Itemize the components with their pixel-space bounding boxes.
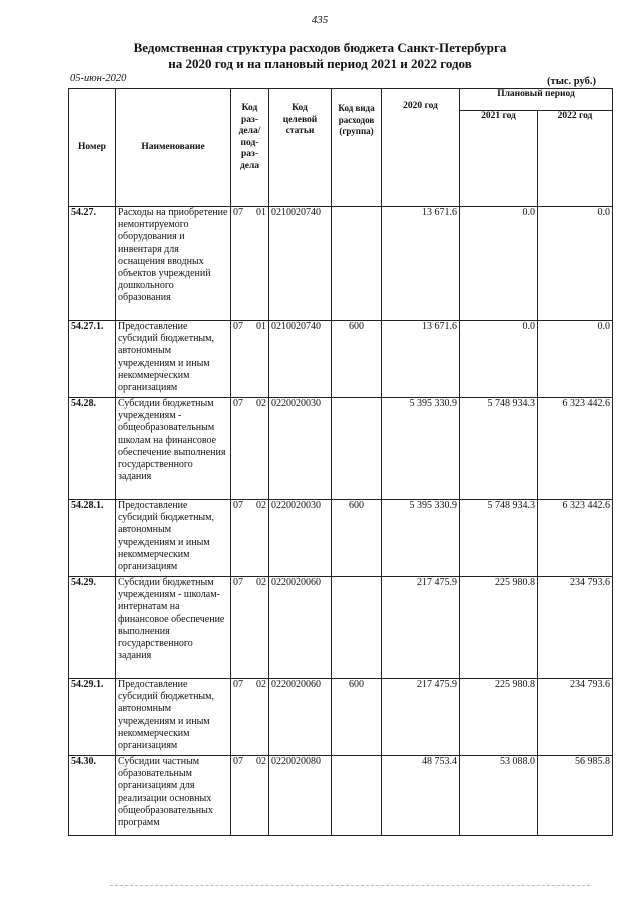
row-subrazdel-code: 01 — [256, 207, 266, 218]
row-2021: 5 748 934.3 — [460, 398, 538, 500]
table-row — [69, 207, 613, 321]
row-razdel — [231, 756, 269, 836]
header-csr — [269, 89, 332, 207]
row-razdel — [231, 321, 269, 398]
row-razdel — [231, 398, 269, 500]
row-2022: 0.0 — [538, 321, 613, 398]
row-2021: 0.0 — [460, 321, 538, 398]
table-row — [69, 500, 613, 577]
row-csr: 0220020080 — [269, 756, 332, 836]
row-name: Субсидии бюджетным учреждениям - общеобразовательным школам на финансовое обеспечение выполнения государственного задания — [116, 398, 231, 500]
row-vr: 600 — [332, 679, 382, 756]
row-razdel-code: 07 — [233, 679, 243, 690]
row-2020: 48 753.4 — [382, 756, 460, 836]
row-vr — [332, 207, 382, 321]
row-2020: 217 475.9 — [382, 679, 460, 756]
row-razdel-code: 07 — [233, 321, 243, 332]
header-razdel — [231, 89, 269, 207]
row-vr — [332, 398, 382, 500]
header-razdel-text: Код раз-дела/ под-раз-дела — [238, 103, 261, 171]
row-2022: 6 323 442.6 — [538, 398, 613, 500]
header-vr-text: Код вида расходов (группа) — [338, 103, 375, 136]
row-razdel-code: 07 — [233, 500, 243, 511]
header-name: Наименование — [116, 89, 231, 207]
header-2021: 2021 год — [460, 111, 538, 207]
row-2020: 5 395 330.9 — [382, 500, 460, 577]
row-razdel — [231, 679, 269, 756]
row-vr: 600 — [332, 321, 382, 398]
row-name: Расходы на приобретение немонтируемого оборудования и инвентаря для оснащения вводных объектов учреждений дошкольного образования — [116, 207, 231, 321]
header-2020: 2020 год — [382, 89, 460, 207]
header-vr — [332, 89, 382, 207]
row-subrazdel-code: 02 — [256, 679, 266, 690]
row-razdel-code: 07 — [233, 398, 243, 409]
table-row — [69, 679, 613, 756]
row-name: Субсидии бюджетным учреждениям - школам-интернатам на финансовое обеспечение выполнения государственного задания — [116, 577, 231, 679]
table-row — [69, 321, 613, 398]
row-2022: 234 793.6 — [538, 679, 613, 756]
row-2021: 5 748 934.3 — [460, 500, 538, 577]
header-csr-text: Код целевой статьи — [282, 103, 318, 136]
row-razdel-code: 07 — [233, 577, 243, 588]
row-2022: 234 793.6 — [538, 577, 613, 679]
row-razdel — [231, 207, 269, 321]
row-2022: 0.0 — [538, 207, 613, 321]
row-2020: 5 395 330.9 — [382, 398, 460, 500]
header-number: Номер — [69, 89, 116, 207]
row-2021: 53 088.0 — [460, 756, 538, 836]
row-2021: 225 980.8 — [460, 577, 538, 679]
row-csr: 0210020740 — [269, 207, 332, 321]
row-number: 54.27. — [69, 207, 116, 321]
row-csr: 0220020030 — [269, 500, 332, 577]
row-name: Предоставление субсидий бюджетным, автономным учреждениям и иным некоммерческим организациям — [116, 679, 231, 756]
title-line-2: на 2020 год и на плановый период 2021 и 2022 годов — [168, 56, 472, 71]
row-number: 54.29. — [69, 577, 116, 679]
row-name: Предоставление субсидий бюджетным, автономным учреждениям и иным некоммерческим организациям — [116, 321, 231, 398]
row-2022: 56 985.8 — [538, 756, 613, 836]
row-2021: 0.0 — [460, 207, 538, 321]
page-number: 435 — [311, 14, 329, 26]
row-number: 54.29.1. — [69, 679, 116, 756]
budget-table — [68, 88, 613, 836]
row-subrazdel-code: 02 — [256, 500, 266, 511]
row-razdel-code: 07 — [233, 756, 243, 767]
row-subrazdel-code: 02 — [256, 577, 266, 588]
row-razdel — [231, 500, 269, 577]
row-vr: 600 — [332, 500, 382, 577]
row-number: 54.30. — [69, 756, 116, 836]
row-name: Субсидии частным образовательным организациям для реализации основных общеобразовательных программ — [116, 756, 231, 836]
row-razdel — [231, 577, 269, 679]
table-row — [69, 756, 613, 836]
row-2021: 225 980.8 — [460, 679, 538, 756]
header-plan-period: Плановый период — [460, 89, 613, 111]
footer-divider — [110, 885, 590, 886]
row-2020: 217 475.9 — [382, 577, 460, 679]
row-number: 54.28. — [69, 398, 116, 500]
table-row — [69, 398, 613, 500]
row-csr: 0210020740 — [269, 321, 332, 398]
row-number: 54.28.1. — [69, 500, 116, 577]
row-csr: 0220020030 — [269, 398, 332, 500]
row-csr: 0220020060 — [269, 679, 332, 756]
units-label: (тыс. руб.) — [547, 76, 596, 87]
row-subrazdel-code: 02 — [256, 398, 266, 409]
row-vr — [332, 577, 382, 679]
title-line-1: Ведомственная структура расходов бюджета Санкт-Петербурга — [133, 40, 507, 55]
row-subrazdel-code: 01 — [256, 321, 266, 332]
row-number: 54.27.1. — [69, 321, 116, 398]
row-2022: 6 323 442.6 — [538, 500, 613, 577]
row-2020: 13 671.6 — [382, 321, 460, 398]
document-date: 05-июн-2020 — [70, 73, 127, 84]
header-2022: 2022 год — [538, 111, 613, 207]
row-vr — [332, 756, 382, 836]
table-row — [69, 577, 613, 679]
table-body — [69, 207, 613, 836]
row-csr: 0220020060 — [269, 577, 332, 679]
row-razdel-code: 07 — [233, 207, 243, 218]
row-name: Предоставление субсидий бюджетным, автономным учреждениям и иным некоммерческим организациям — [116, 500, 231, 577]
row-subrazdel-code: 02 — [256, 756, 266, 767]
row-2020: 13 671.6 — [382, 207, 460, 321]
document-title — [0, 40, 640, 72]
